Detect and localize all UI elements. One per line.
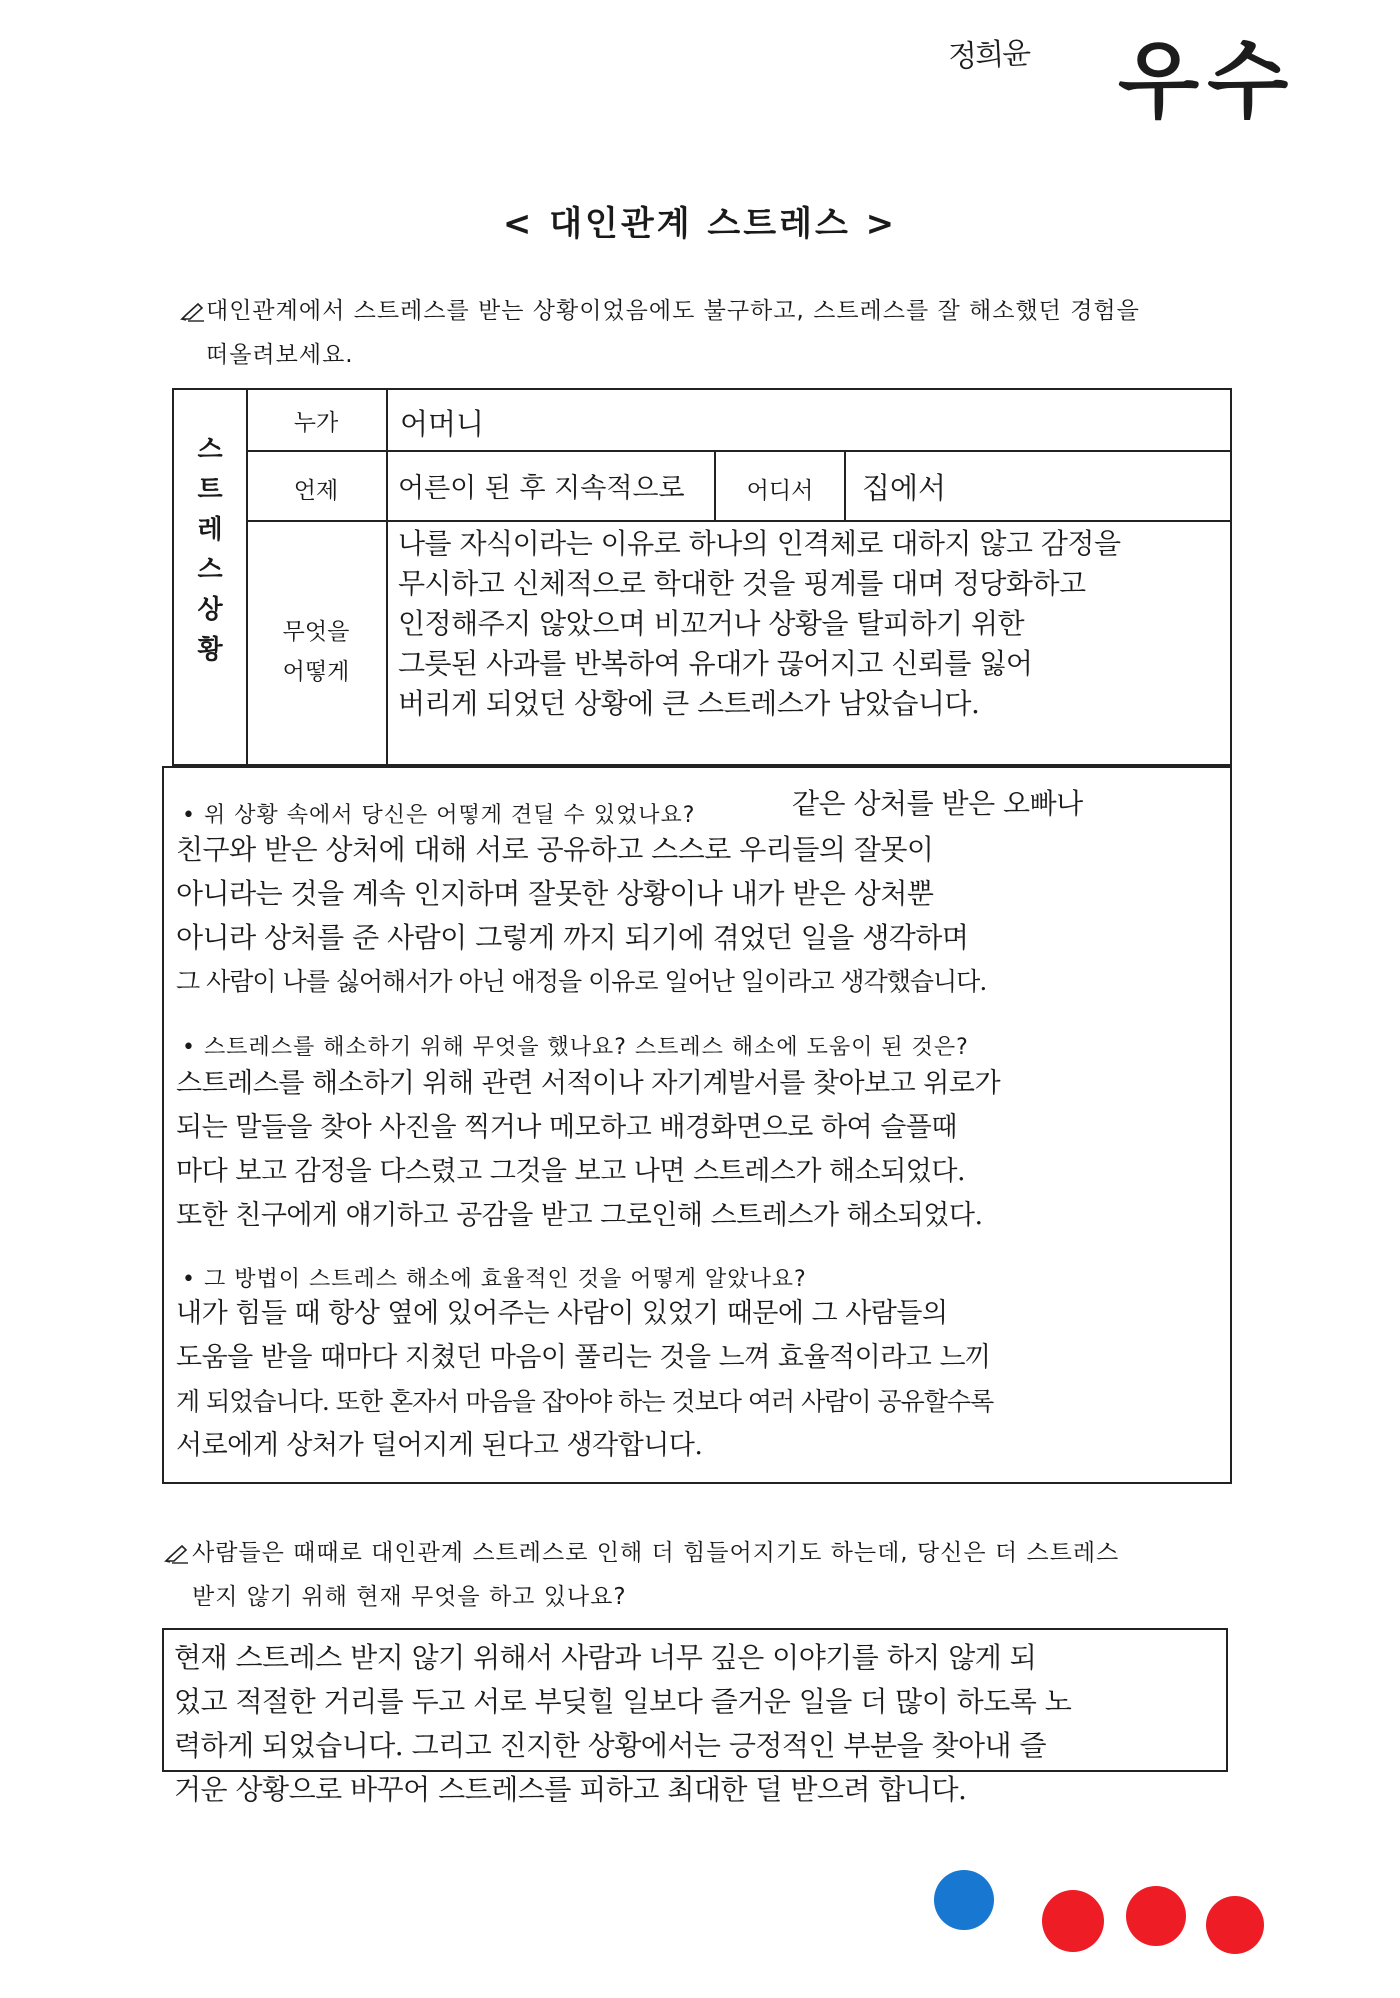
where-label: 어디서 — [746, 478, 814, 504]
document-title: < 대인관계 스트레스 > — [502, 204, 898, 244]
prompt-2-line-2: 받지 않기 위해 현재 무엇을 하고 있나요? — [192, 1584, 627, 1610]
answer-2: 스트레스를 해소하기 위해 관련 서적이나 자기계발서를 찾아보고 위로가 되는 말들을 찾아 사진을 찍거나 메모하고 배경화면으로 하여 슬플때 마다 보고 감정을 다스렸고 그것을 보고 나면 스트레스가 해소되었다. 또한 친구에게 얘기하고 공감을 받고 그로인해 스트레스가 해소되었다. — [176, 1068, 1001, 1231]
situation-side-label: 스 트 레 스 상 황 — [197, 435, 223, 665]
when-value: 어른이 된 후 지속적으로 — [398, 473, 685, 504]
who-label: 누가 — [293, 410, 339, 436]
question-2: • 스트레스를 해소하기 위해 무엇을 했나요? 스트레스 해소에 도움이 된 것은? — [182, 1035, 969, 1060]
blue-dot — [934, 1870, 994, 1930]
prompt-1-line-2: 떠올려보세요. — [206, 342, 354, 368]
pencil-icon — [164, 1544, 190, 1564]
answer-1-line-1: 같은 상처를 받은 오빠나 — [792, 787, 1083, 820]
grade-mark: 우수 — [1118, 31, 1297, 130]
grader-name: 정희윤 — [947, 35, 1030, 76]
question-1: • 위 상황 속에서 당신은 어떻게 견딜 수 있었나요? — [182, 803, 696, 828]
situation-description: 나를 자식이라는 이유로 하나의 인격체로 대하지 않고 감정을 무시하고 신체적으로 학대한 것을 핑계를 대며 정당화하고 인정해주지 않았으며 비꼬거나 상황을 탈피하기 위한 그릇된 사과를 반복하여 유대가 끊어지고 신뢰를 잃어 버리게 되었던 상황에 큰 스트레스가 남았습니다. — [398, 527, 1121, 720]
pencil-icon — [180, 302, 206, 322]
what-how-label: 무엇을 어떻게 — [282, 619, 350, 685]
prompt-1-line-1: 대인관계에서 스트레스를 받는 상황이었음에도 불구하고, 스트레스를 잘 해소했던 경험을 — [206, 298, 1140, 324]
final-answer: 현재 스트레스 받지 않기 위해서 사람과 너무 깊은 이야기를 하지 않게 되 었고 적절한 거리를 두고 서로 부딪힐 일보다 즐거운 일을 더 많이 하도록 노 력하게 되었습니다. 그리고 진지한 상황에서는 긍정적인 부분을 찾아내 즐 거운 상황으로 바꾸어 스트레스를 피하고 최대한 덜 받으려 합니다. — [174, 1641, 1072, 1806]
answer-1: 친구와 받은 상처에 대해 서로 공유하고 스스로 우리들의 잘못이 아니라는 것을 계속 인지하며 잘못한 상황이나 내가 받은 상처뿐 아니라 상처를 준 사람이 그렇게 까지 되기에 겪었던 일을 생각하며 그 사람이 나를 싫어해서가 아닌 애정을 이유로 일어난 일이라고 생각했습니다. — [176, 833, 987, 996]
where-value: 집에서 — [862, 471, 947, 505]
red-dot — [1042, 1890, 1104, 1952]
answer-3: 내가 힘들 때 항상 옆에 있어주는 사람이 있었기 때문에 그 사람들의 도움을 받을 때마다 지쳤던 마음이 풀리는 것을 느껴 효율적이라고 느끼 게 되었습니다. 또한 혼자서 마음을 잡아야 하는 것보다 여러 사람이 공유할수록 서로에게 상처가 덜어지게 된다고 생각합니다. — [176, 1298, 994, 1461]
red-dot — [1126, 1886, 1186, 1946]
prompt-2-line-1: 사람들은 때때로 대인관계 스트레스로 인해 더 힘들어지기도 하는데, 당신은 더 스트레스 — [192, 1540, 1120, 1566]
question-3: • 그 방법이 스트레스 해소에 효율적인 것을 어떻게 알았나요? — [182, 1267, 807, 1292]
red-dot — [1206, 1896, 1264, 1954]
who-value: 어머니 — [400, 407, 485, 441]
when-label: 언제 — [293, 478, 339, 504]
